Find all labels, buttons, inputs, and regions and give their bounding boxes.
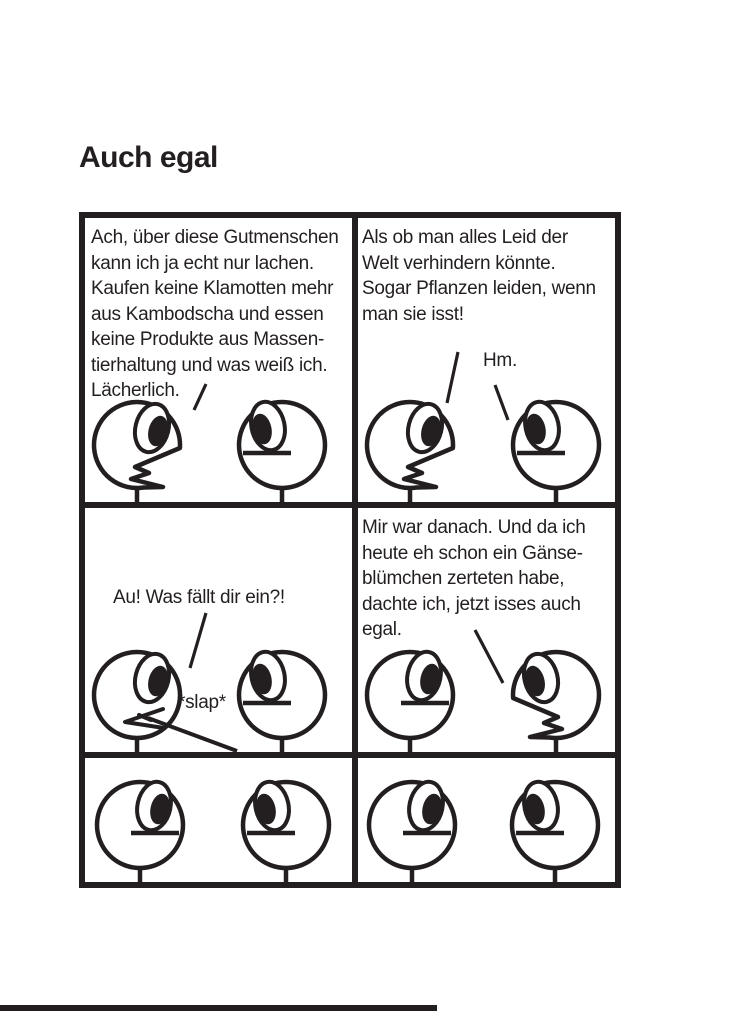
reply-text-panel-2: Hm.	[483, 350, 517, 371]
character-speaking	[367, 400, 453, 502]
footer-rule	[0, 1005, 437, 1011]
character-speaking	[94, 400, 180, 502]
panel-2	[358, 218, 615, 502]
character-silent	[243, 779, 329, 882]
character-listening	[513, 399, 599, 502]
speech-text-panel-1: Ach, über diese Gutmenschen kann ich ja echt nur lachen. Kaufen keine Klamotten mehr aus Kambodscha und essen keine Produkte aus Massen- tierhaltung und was weiß ich. Lächerlich.	[91, 227, 339, 401]
character-listening	[367, 649, 453, 752]
sfx-text-panel-3: *slap*	[178, 692, 226, 713]
speech-tail-line	[190, 613, 206, 668]
character-slapped	[94, 650, 180, 752]
panel-4	[358, 508, 615, 752]
character-listening	[239, 649, 325, 752]
character-listening	[239, 399, 325, 502]
speech-text-panel-3: Au! Was fällt dir ein?!	[113, 587, 285, 608]
character-silent	[512, 779, 598, 882]
comic-frame	[79, 212, 621, 888]
speech-text-panel-4: Mir war danach. Und da ich heute eh schon ein Gänse- blümchen zerteten habe, dachte ich, jetzt isses auch egal.	[362, 517, 586, 640]
panel-6	[358, 758, 615, 882]
character-silent	[369, 779, 455, 882]
figures-panel-5	[85, 758, 352, 882]
speech-tail-line	[447, 352, 458, 403]
character-speaking	[513, 650, 599, 752]
character-silent	[97, 779, 183, 882]
panel-1	[85, 218, 352, 502]
speech-text-panel-2: Als ob man alles Leid der Welt verhindern könnte. Sogar Pflanzen leiden, wenn man sie isst!	[362, 227, 596, 325]
slap-arm-line	[148, 718, 237, 751]
figures-panel-6	[358, 758, 615, 882]
speech-tail-line	[495, 385, 508, 420]
panel-5	[85, 758, 352, 882]
page-title: Auch egal	[79, 141, 218, 174]
panel-3	[85, 508, 352, 752]
